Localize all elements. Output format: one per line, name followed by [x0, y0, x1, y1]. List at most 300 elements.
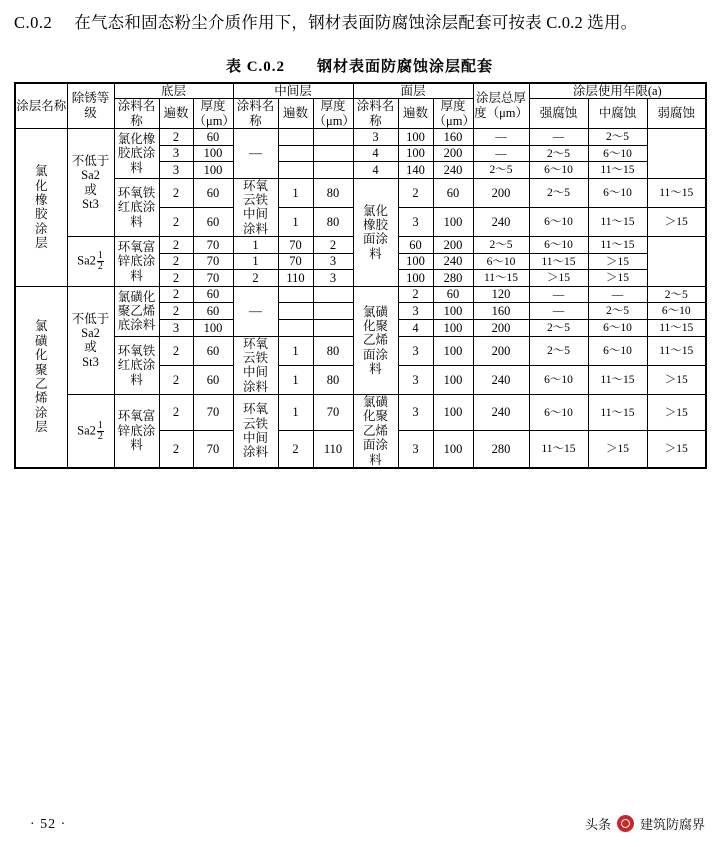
cell-top-thickness-text: 60 [446, 185, 460, 200]
cell-top-passes-text: 4 [372, 146, 379, 161]
cell-strong-corrosion [529, 320, 588, 337]
cell-total-thickness [473, 178, 529, 207]
cell-top-thickness [433, 395, 473, 431]
cell-primer-name [114, 336, 159, 395]
cell-total-thickness-text: 160 [443, 129, 463, 144]
cell-primer-thickness-text: 70 [206, 441, 220, 456]
cell-top-passes-text: 3 [412, 214, 419, 229]
cell-derust-grade-text: 不低于 Sa2 或 St3 [71, 311, 110, 369]
cell-top-passes [398, 365, 433, 394]
cell-weak-corrosion-text: ＞15 [606, 255, 630, 268]
cell-top-thickness [433, 178, 473, 207]
cell-top-passes [353, 162, 398, 179]
cell-medium-corrosion-text: 2～5 [547, 147, 571, 160]
cell-weak-corrosion-text: ＞15 [664, 443, 688, 456]
cell-medium-corrosion-text: — [552, 131, 565, 143]
cell-strong-corrosion [529, 336, 588, 365]
cell-strong-corrosion-text: 2～5 [547, 187, 571, 200]
cell-primer-thickness [193, 145, 233, 162]
cell-primer-passes [159, 129, 193, 146]
cell-medium-corrosion [529, 162, 588, 179]
cell-primer-passes [159, 320, 193, 337]
cell-medium-corrosion [588, 178, 647, 207]
th-primer-group: 底层 [114, 83, 233, 99]
cell-top-passes [353, 145, 398, 162]
cell-primer-name [114, 237, 159, 287]
cell-top-thickness [398, 145, 433, 162]
cell-total-thickness [433, 129, 473, 146]
cell-middle-passes [278, 395, 313, 431]
cell-primer-passes [159, 270, 193, 287]
th-middle-group: 中间层 [233, 83, 353, 99]
cell-total-thickness [433, 270, 473, 287]
cell-primer-passes [159, 178, 193, 207]
cell-medium-corrosion-text: ＞15 [606, 443, 630, 456]
cell-primer-thickness-text: 60 [206, 304, 220, 319]
cell-middle-passes-text: 2 [252, 270, 259, 285]
cell-strong-corrosion-text: 6～10 [544, 406, 573, 419]
header-row-1 [15, 83, 706, 99]
cell-medium-corrosion [529, 270, 588, 287]
cell-medium-corrosion-text: 6～10 [603, 187, 632, 200]
cell-weak-corrosion [588, 162, 647, 179]
cell-primer-name-text: 氯化橡 胶底涂 料 [117, 131, 156, 175]
cell-top-thickness-text: 100 [443, 214, 463, 229]
cell-top-passes [398, 178, 433, 207]
cell-top-passes [398, 320, 433, 337]
cell-weak-corrosion [647, 178, 706, 207]
cell-middle-thickness [313, 286, 353, 303]
cell-total-thickness [473, 286, 529, 303]
cell-total-thickness-text: 200 [443, 146, 463, 161]
cell-top-passes [398, 336, 433, 365]
cell-top-thickness-text: 100 [443, 304, 463, 319]
cell-middle-name-text: — [249, 145, 262, 161]
table-row [15, 129, 706, 146]
th-primer-paint-name: 涂料名称 [114, 99, 159, 129]
cell-coating-name-text: 氯 化 橡 胶 涂 层 [34, 164, 48, 251]
cell-primer-thickness [193, 178, 233, 207]
cell-weak-corrosion [647, 365, 706, 394]
cell-total-thickness [473, 303, 529, 320]
cell-middle-thickness [313, 303, 353, 320]
cell-primer-passes-text: 3 [172, 146, 180, 161]
cell-middle-thickness [313, 431, 353, 468]
cell-medium-corrosion-text: 11～15 [541, 255, 576, 268]
cell-primer-thickness-text: 100 [203, 162, 223, 177]
cell-medium-corrosion [529, 129, 588, 146]
cell-primer-thickness [193, 162, 233, 179]
cell-strong-corrosion-text: 11～15 [483, 272, 519, 285]
cell-middle-name-text: 环氧 云铁 中间 涂料 [242, 402, 268, 460]
cell-top-passes-text: 3 [372, 129, 379, 144]
table-body [15, 129, 706, 468]
cell-weak-corrosion-text: 11～15 [659, 187, 694, 200]
cell-medium-corrosion [588, 303, 647, 320]
cell-primer-thickness-text: 70 [206, 237, 220, 252]
cell-medium-corrosion [529, 253, 588, 270]
cell-strong-corrosion [473, 253, 529, 270]
cell-middle-passes-text: 1 [292, 405, 299, 420]
cell-primer-thickness-text: 100 [203, 146, 223, 161]
cell-top-thickness [433, 336, 473, 365]
cell-primer-thickness [193, 129, 233, 146]
cell-primer-name [114, 286, 159, 336]
document-page [0, 8, 719, 847]
cell-top-passes [313, 270, 353, 287]
cell-weak-corrosion-text: ＞15 [664, 216, 688, 229]
cell-primer-thickness [193, 237, 233, 254]
cell-middle-thickness [313, 395, 353, 431]
cell-middle-passes-text: 1 [292, 343, 299, 358]
cell-middle-passes [278, 178, 313, 207]
cell-primer-passes-text: 2 [172, 214, 180, 229]
cell-top-thickness [433, 286, 473, 303]
cell-weak-corrosion [588, 145, 647, 162]
cell-primer-thickness-text: 100 [203, 320, 223, 335]
cell-strong-corrosion [529, 303, 588, 320]
cell-primer-passes-text: 2 [172, 254, 180, 269]
cell-total-thickness [473, 336, 529, 365]
cell-middle-passes-text: 1 [292, 185, 299, 200]
cell-medium-corrosion [588, 286, 647, 303]
cell-weak-corrosion [647, 320, 706, 337]
cell-primer-thickness-text: 60 [206, 372, 220, 387]
cell-primer-thickness [193, 336, 233, 365]
cell-strong-corrosion [473, 129, 529, 146]
cell-weak-corrosion [588, 270, 647, 287]
cell-top-passes-text: 4 [372, 162, 379, 177]
th-derust-grade: 除锈等级 [67, 83, 114, 129]
cell-top-passes-text: 3 [412, 405, 419, 420]
cell-top-passes-text: 3 [412, 343, 419, 358]
cell-primer-thickness [193, 395, 233, 431]
cell-middle-passes [278, 129, 313, 146]
cell-middle-thickness [313, 145, 353, 162]
cell-medium-corrosion-text: 2～5 [606, 305, 630, 318]
cell-weak-corrosion [647, 207, 706, 236]
cell-top-thickness-text: 60 [446, 287, 460, 302]
cell-strong-corrosion-text: 6～10 [486, 255, 516, 268]
cell-middle-thickness-text: 70 [289, 237, 302, 252]
cell-strong-corrosion-text: — [552, 305, 565, 318]
cell-primer-thickness [193, 253, 233, 270]
cell-primer-passes [159, 145, 193, 162]
cell-primer-passes-text: 2 [172, 372, 180, 387]
cell-primer-thickness-text: 70 [206, 254, 220, 269]
page-footer [0, 809, 719, 833]
cell-middle-name [233, 129, 278, 179]
cell-weak-corrosion [588, 129, 647, 146]
cell-middle-passes [278, 431, 313, 468]
cell-total-thickness-text: 120 [491, 287, 511, 302]
cell-primer-passes-text: 2 [172, 441, 180, 456]
cell-coating-name [15, 129, 67, 287]
cell-total-thickness-text: 280 [491, 441, 511, 456]
table-row [15, 178, 706, 207]
cell-weak-corrosion-text: ＞15 [664, 406, 688, 419]
cell-weak-corrosion [588, 253, 647, 270]
cell-medium-corrosion-text: 6～10 [544, 239, 573, 252]
cell-weak-corrosion-text: 6～10 [603, 147, 632, 160]
cell-primer-thickness [193, 365, 233, 394]
cell-weak-corrosion-text: 6～10 [661, 305, 691, 318]
cell-weak-corrosion-text: 11～15 [600, 239, 635, 252]
cell-top-passes [313, 253, 353, 270]
cell-top-passes [398, 207, 433, 236]
cell-strong-corrosion-text: 2～5 [489, 164, 513, 177]
cell-middle-passes-text: 2 [292, 441, 299, 456]
cell-strong-corrosion [529, 431, 588, 468]
header-row-2 [15, 99, 706, 129]
th-service-life-group: 涂层使用年限(a) [529, 83, 706, 99]
cell-top-thickness [433, 365, 473, 394]
cell-derust-grade-text: 不低于 Sa2 或 St3 [71, 153, 110, 211]
cell-total-thickness-text: 240 [443, 254, 463, 269]
cell-strong-corrosion-text: 2～5 [547, 344, 571, 357]
cell-total-thickness-text: 280 [443, 270, 463, 285]
cell-derust-grade [67, 237, 114, 287]
cell-derust-grade [67, 395, 114, 468]
cell-total-thickness-text: 240 [491, 214, 511, 229]
th-strong-corrosion: 强腐蚀 [529, 99, 588, 129]
cell-top-passes-text: 3 [329, 270, 337, 285]
cell-strong-corrosion [473, 162, 529, 179]
cell-total-thickness-text: 200 [491, 343, 511, 358]
cell-medium-corrosion-text: 11～15 [600, 406, 635, 419]
cell-primer-thickness [193, 303, 233, 320]
cell-top-name-text: 氯化 橡胶 面涂 料 [363, 203, 389, 261]
cell-top-name [353, 395, 398, 468]
cell-top-thickness-text: 60 [409, 237, 422, 252]
cell-strong-corrosion-text: 2～5 [547, 322, 571, 334]
cell-medium-corrosion [588, 336, 647, 365]
cell-middle-thickness [313, 207, 353, 236]
cell-medium-corrosion [588, 207, 647, 236]
cell-middle-name [233, 178, 278, 237]
cell-top-thickness-text: 100 [406, 129, 425, 144]
cell-total-thickness [473, 207, 529, 236]
cell-weak-corrosion-text: 2～5 [664, 288, 688, 301]
brand-logo-icon [617, 815, 634, 832]
cell-strong-corrosion [529, 365, 588, 394]
cell-total-thickness [433, 253, 473, 270]
cell-medium-corrosion [588, 320, 647, 337]
cell-middle-passes-text: 1 [292, 372, 299, 387]
cell-middle-thickness [278, 270, 313, 287]
cell-total-thickness-text: 240 [443, 162, 463, 177]
clause-number: C.0.2 [14, 13, 53, 32]
cell-strong-corrosion-text: — [552, 288, 565, 301]
cell-weak-corrosion [647, 303, 706, 320]
cell-medium-corrosion [588, 431, 647, 468]
cell-middle-thickness-text: 80 [326, 185, 340, 200]
cell-weak-corrosion-text: 11～15 [600, 164, 635, 177]
cell-top-thickness-text: 100 [406, 270, 425, 285]
cell-primer-thickness [193, 431, 233, 468]
cell-middle-passes [278, 286, 313, 303]
cell-primer-thickness-text: 70 [206, 270, 220, 285]
cell-strong-corrosion [473, 270, 529, 287]
cell-total-thickness-text: 240 [491, 405, 511, 420]
cell-strong-corrosion [529, 207, 588, 236]
cell-strong-corrosion [529, 286, 588, 303]
cell-primer-passes-text: 2 [172, 287, 180, 302]
cell-middle-thickness [313, 162, 353, 179]
cell-top-passes [398, 431, 433, 468]
cell-primer-passes [159, 253, 193, 270]
cell-middle-thickness [313, 336, 353, 365]
cell-derust-grade [67, 286, 114, 394]
cell-middle-thickness-text: 110 [286, 270, 305, 285]
cell-total-thickness [433, 237, 473, 254]
th-top-paint-name: 涂料名称 [353, 99, 398, 129]
cell-top-thickness [433, 320, 473, 337]
cell-middle-passes [278, 207, 313, 236]
cell-top-passes [353, 129, 398, 146]
cell-weak-corrosion [647, 336, 706, 365]
cell-total-thickness-text: 240 [491, 372, 511, 387]
cell-middle-thickness-text: 80 [326, 214, 340, 229]
cell-primer-passes [159, 336, 193, 365]
th-middle-paint-name: 涂料名称 [233, 99, 278, 129]
cell-primer-thickness [193, 207, 233, 236]
cell-total-thickness [433, 145, 473, 162]
cell-primer-passes-text: 2 [172, 185, 180, 200]
th-top-passes: 遍数 [398, 99, 433, 129]
cell-primer-passes [159, 207, 193, 236]
cell-middle-thickness [313, 365, 353, 394]
cell-top-thickness [398, 129, 433, 146]
toutiao-label: 头条 [584, 817, 611, 832]
th-top-thickness: 厚度（μm） [433, 99, 475, 128]
cell-primer-thickness-text: 60 [206, 129, 220, 144]
cell-middle-name [233, 286, 278, 336]
cell-primer-passes-text: 2 [172, 343, 180, 358]
cell-primer-thickness-text: 60 [206, 214, 220, 229]
cell-primer-thickness [193, 270, 233, 287]
cell-top-passes-text: 2 [412, 185, 419, 200]
cell-medium-corrosion-text: 11～15 [600, 216, 635, 229]
cell-primer-passes-text: 2 [172, 129, 180, 144]
table-caption: 表 C.0.2 钢材表面防腐蚀涂层配套 [225, 58, 494, 75]
cell-middle-thickness-text: 70 [326, 405, 340, 420]
cell-total-thickness [473, 431, 529, 468]
cell-top-passes [313, 237, 353, 254]
cell-weak-corrosion-text: 11～15 [659, 322, 694, 334]
table-row [15, 286, 706, 303]
cell-total-thickness [473, 395, 529, 431]
cell-top-passes-text: 3 [412, 372, 419, 387]
cell-weak-corrosion [588, 237, 647, 254]
cell-top-passes-text: 3 [329, 254, 337, 269]
cell-primer-thickness-text: 60 [206, 185, 220, 200]
cell-medium-corrosion [529, 145, 588, 162]
cell-middle-passes [278, 320, 313, 337]
cell-primer-thickness [193, 320, 233, 337]
cell-primer-passes [159, 365, 193, 394]
cell-strong-corrosion-text: 6～10 [544, 374, 573, 387]
cell-weak-corrosion-text: 2～5 [606, 131, 630, 143]
cell-top-passes [398, 303, 433, 320]
cell-primer-name-text: 环氧铁 红底涂 料 [117, 185, 156, 229]
cell-strong-corrosion-text: 2～5 [489, 239, 513, 252]
cell-middle-passes-text: 1 [252, 237, 259, 252]
cell-weak-corrosion-text: ＞15 [664, 374, 688, 387]
cell-top-thickness-text: 100 [443, 343, 463, 358]
cell-middle-passes [233, 270, 278, 287]
cell-top-passes-text: 2 [329, 237, 337, 252]
cell-total-thickness [473, 365, 529, 394]
cell-primer-name-text: 环氧富 锌底涂 料 [117, 239, 156, 283]
cell-middle-passes [278, 145, 313, 162]
cell-total-thickness [433, 162, 473, 179]
cell-top-name-text: 氯磺 化聚 乙烯 面涂 料 [363, 304, 389, 377]
cell-primer-name [114, 178, 159, 237]
cell-strong-corrosion-text: 11～15 [541, 443, 576, 456]
cell-derust-grade-text: Sa2 $\frac{1}{2}$ [77, 419, 103, 442]
cell-primer-passes [159, 286, 193, 303]
cell-primer-name [114, 395, 159, 468]
th-primer-thickness: 厚度（μm） [193, 99, 235, 128]
cell-weak-corrosion [647, 431, 706, 468]
cell-weak-corrosion-text: ＞15 [606, 272, 630, 285]
cell-top-thickness [398, 253, 433, 270]
cell-middle-passes [278, 162, 313, 179]
cell-primer-passes [159, 162, 193, 179]
cell-top-thickness-text: 100 [443, 372, 463, 387]
th-weak-corrosion: 弱腐蚀 [647, 99, 706, 129]
th-primer-passes: 遍数 [159, 99, 193, 129]
cell-primer-name-text: 环氧铁 红底涂 料 [117, 343, 156, 387]
cell-middle-passes [278, 303, 313, 320]
cell-primer-passes-text: 3 [172, 162, 180, 177]
cell-strong-corrosion-text: 6～10 [544, 216, 573, 229]
cell-middle-passes-text: 1 [252, 254, 259, 269]
cell-top-passes-text: 3 [412, 441, 419, 456]
cell-primer-passes [159, 237, 193, 254]
cell-primer-passes [159, 303, 193, 320]
cell-derust-grade-text: Sa2 $\frac{1}{2}$ [77, 250, 103, 273]
cell-middle-name [233, 336, 278, 395]
cell-top-thickness [398, 270, 433, 287]
cell-primer-thickness-text: 60 [206, 287, 220, 302]
cell-middle-passes [278, 365, 313, 394]
cell-primer-passes-text: 2 [172, 304, 180, 319]
cell-primer-name [114, 129, 159, 179]
cell-primer-thickness [193, 286, 233, 303]
cell-middle-thickness-text: 110 [323, 441, 343, 456]
cell-middle-thickness-text: 80 [326, 343, 340, 358]
table-head [15, 83, 706, 129]
cell-top-passes-text: 4 [412, 320, 419, 335]
th-middle-passes: 遍数 [278, 99, 313, 129]
cell-top-thickness-text: 140 [406, 162, 425, 177]
page-number: · 52 · [30, 817, 67, 832]
cell-middle-thickness [278, 253, 313, 270]
cell-top-name [353, 286, 398, 394]
cell-medium-corrosion-text: — [611, 288, 624, 301]
cell-medium-corrosion-text: 6～10 [603, 322, 632, 334]
cell-strong-corrosion-text: — [495, 131, 507, 143]
th-total-thickness: 涂层总厚度（μm） [473, 83, 529, 129]
cell-top-name [353, 178, 398, 286]
cell-middle-name-text: — [249, 303, 262, 319]
cell-primer-passes-text: 2 [172, 270, 180, 285]
brand-name: 建筑防腐界 [639, 817, 705, 832]
cell-middle-thickness [278, 237, 313, 254]
cell-primer-thickness-text: 70 [206, 405, 220, 420]
